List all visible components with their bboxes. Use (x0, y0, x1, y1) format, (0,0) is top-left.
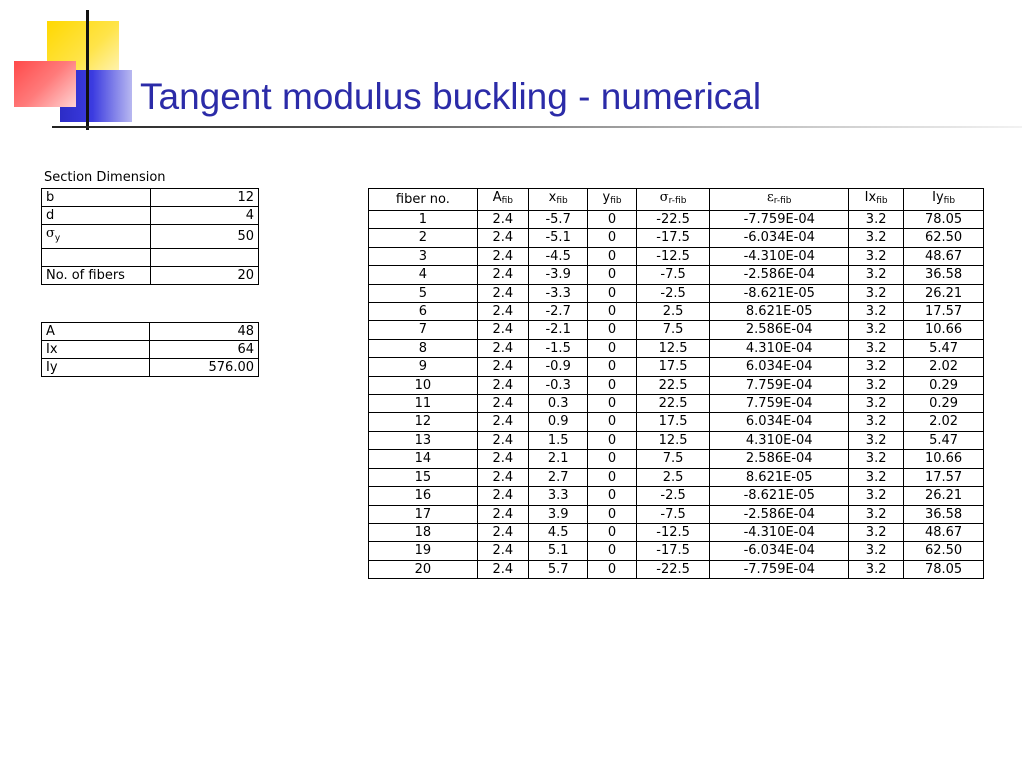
cell-y-coord: 0 (588, 542, 636, 560)
cell-fiber-no: 5 (369, 284, 478, 302)
cell-residual-strain: 4.310E-04 (710, 431, 849, 449)
header-residual-stress (636, 189, 710, 211)
cell-area: 2.4 (477, 450, 528, 468)
cell-x-coord: 4.5 (529, 523, 588, 541)
dimension-label: b (42, 189, 151, 207)
cell-y-coord: 0 (588, 395, 636, 413)
cell-x-coord: 2.7 (529, 468, 588, 486)
cell-fiber-no: 15 (369, 468, 478, 486)
cell-iy: 0.29 (904, 395, 984, 413)
table-row (369, 505, 984, 523)
cell-y-coord: 0 (588, 321, 636, 339)
cell-iy: 78.05 (904, 211, 984, 229)
cell-fiber-no: 9 (369, 358, 478, 376)
cell-x-coord: -5.1 (529, 229, 588, 247)
header-residual-stress-subscript: r-fib (668, 196, 687, 206)
cell-residual-stress: 12.5 (636, 339, 710, 357)
cell-fiber-no: 12 (369, 413, 478, 431)
cell-y-coord: 0 (588, 339, 636, 357)
cell-area: 2.4 (477, 542, 528, 560)
header-y-coord (588, 189, 636, 211)
cell-iy: 78.05 (904, 560, 984, 578)
cell-y-coord: 0 (588, 211, 636, 229)
cell-residual-strain: -4.310E-04 (710, 523, 849, 541)
cell-y-coord: 0 (588, 431, 636, 449)
cell-residual-stress: 22.5 (636, 395, 710, 413)
cell-iy: 36.58 (904, 505, 984, 523)
dimension-label: d (42, 207, 151, 225)
fiber-table-header (369, 189, 984, 211)
cell-residual-stress: -12.5 (636, 247, 710, 265)
property-label: Iy (42, 359, 150, 377)
cell-ix: 3.2 (849, 284, 904, 302)
cell-fiber-no: 10 (369, 376, 478, 394)
cell-y-coord: 0 (588, 376, 636, 394)
cell-ix: 3.2 (849, 229, 904, 247)
cell-fiber-no: 2 (369, 229, 478, 247)
cell-ix: 3.2 (849, 560, 904, 578)
cell-ix: 3.2 (849, 487, 904, 505)
cell-x-coord: -3.3 (529, 284, 588, 302)
cell-y-coord: 0 (588, 560, 636, 578)
cell-y-coord: 0 (588, 266, 636, 284)
cell-area: 2.4 (477, 211, 528, 229)
cell-iy: 0.29 (904, 376, 984, 394)
cell-x-coord: -3.9 (529, 266, 588, 284)
cell-ix: 3.2 (849, 266, 904, 284)
cell-fiber-no: 17 (369, 505, 478, 523)
cell-x-coord: 5.7 (529, 560, 588, 578)
dimension-label (42, 248, 151, 266)
header-ix (849, 189, 904, 211)
dimension-value (150, 248, 258, 266)
table-row (369, 247, 984, 265)
header-residual-strain-subscript: r-fib (773, 196, 792, 206)
cell-residual-strain: 7.759E-04 (710, 395, 849, 413)
cell-iy: 48.67 (904, 247, 984, 265)
dimension-value: 50 (150, 225, 258, 249)
cell-fiber-no: 16 (369, 487, 478, 505)
table-row (369, 542, 984, 560)
cell-fiber-no: 19 (369, 542, 478, 560)
cell-residual-strain: 8.621E-05 (710, 468, 849, 486)
table-row (42, 189, 259, 207)
cell-residual-strain: -8.621E-05 (710, 487, 849, 505)
header-fiber-no-label: fiber no. (395, 192, 450, 207)
cell-residual-strain: 2.586E-04 (710, 321, 849, 339)
header-area-subscript: fib (501, 196, 514, 206)
cell-residual-stress: 7.5 (636, 321, 710, 339)
fiber-table-body (369, 211, 984, 579)
cell-iy: 17.57 (904, 303, 984, 321)
cell-residual-strain: -2.586E-04 (710, 266, 849, 284)
cell-residual-stress: -2.5 (636, 284, 710, 302)
cell-area: 2.4 (477, 413, 528, 431)
cell-area: 2.4 (477, 487, 528, 505)
cell-residual-stress: -22.5 (636, 211, 710, 229)
property-value: 48 (150, 323, 259, 341)
cell-iy: 62.50 (904, 229, 984, 247)
cell-ix: 3.2 (849, 339, 904, 357)
table-row (42, 207, 259, 225)
cell-y-coord: 0 (588, 450, 636, 468)
table-row (369, 450, 984, 468)
cell-ix: 3.2 (849, 321, 904, 339)
table-row (369, 339, 984, 357)
cell-ix: 3.2 (849, 376, 904, 394)
cell-ix: 3.2 (849, 450, 904, 468)
cell-area: 2.4 (477, 523, 528, 541)
cell-x-coord: -0.9 (529, 358, 588, 376)
header-ix-subscript: fib (876, 196, 888, 206)
cell-residual-strain: 6.034E-04 (710, 358, 849, 376)
cell-iy: 2.02 (904, 413, 984, 431)
cell-residual-stress: -7.5 (636, 266, 710, 284)
table-row (369, 376, 984, 394)
cell-ix: 3.2 (849, 542, 904, 560)
section-dimension-table (41, 188, 259, 285)
dimension-value: 12 (150, 189, 258, 207)
cell-y-coord: 0 (588, 358, 636, 376)
cell-residual-strain: 4.310E-04 (710, 339, 849, 357)
header-y-coord-subscript: fib (610, 196, 622, 206)
header-residual-stress-label: σ (659, 190, 669, 205)
cell-ix: 3.2 (849, 247, 904, 265)
cell-y-coord: 0 (588, 487, 636, 505)
property-label: A (42, 323, 150, 341)
header-residual-strain (710, 189, 849, 211)
cell-fiber-no: 3 (369, 247, 478, 265)
cell-iy: 26.21 (904, 487, 984, 505)
logo-red-square (14, 61, 76, 107)
cell-iy: 5.47 (904, 431, 984, 449)
cell-area: 2.4 (477, 284, 528, 302)
dimension-value: 20 (150, 266, 258, 284)
cell-residual-strain: 2.586E-04 (710, 450, 849, 468)
table-row (369, 229, 984, 247)
property-label: Ix (42, 341, 150, 359)
header-ix-label: Ix (864, 190, 877, 205)
cell-residual-stress: 2.5 (636, 468, 710, 486)
cell-residual-stress: 7.5 (636, 450, 710, 468)
cell-residual-strain: 6.034E-04 (710, 413, 849, 431)
cell-residual-stress: 12.5 (636, 431, 710, 449)
header-x-coord-subscript: fib (556, 196, 568, 206)
slide-title: Tangent modulus buckling - numerical (140, 76, 762, 117)
table-row (369, 523, 984, 541)
table-row (42, 266, 259, 284)
table-row (42, 225, 259, 249)
table-row (369, 358, 984, 376)
table-row (369, 303, 984, 321)
cell-residual-strain: -7.759E-04 (710, 560, 849, 578)
logo-vertical-line (86, 10, 89, 130)
cell-ix: 3.2 (849, 505, 904, 523)
cell-ix: 3.2 (849, 413, 904, 431)
header-fiber-no (369, 189, 478, 211)
sigma-subscript: y (54, 233, 61, 244)
cell-fiber-no: 4 (369, 266, 478, 284)
cell-y-coord: 0 (588, 505, 636, 523)
header-iy-label: Iy (932, 190, 944, 205)
cell-residual-stress: -17.5 (636, 542, 710, 560)
header-residual-strain-label: ε (766, 190, 774, 205)
cell-residual-strain: 8.621E-05 (710, 303, 849, 321)
cell-y-coord: 0 (588, 303, 636, 321)
cell-ix: 3.2 (849, 395, 904, 413)
cell-iy: 10.66 (904, 450, 984, 468)
section-dimension-caption: Section Dimension (44, 170, 166, 185)
cell-ix: 3.2 (849, 468, 904, 486)
cell-x-coord: -4.5 (529, 247, 588, 265)
table-row (42, 323, 259, 341)
header-area (477, 189, 528, 211)
cell-y-coord: 0 (588, 229, 636, 247)
cell-iy: 62.50 (904, 542, 984, 560)
table-row (369, 560, 984, 578)
table-row (42, 248, 259, 266)
cell-iy: 48.67 (904, 523, 984, 541)
cell-y-coord: 0 (588, 468, 636, 486)
cell-residual-stress: -7.5 (636, 505, 710, 523)
cell-area: 2.4 (477, 376, 528, 394)
table-row (369, 487, 984, 505)
property-value: 576.00 (150, 359, 259, 377)
cell-fiber-no: 11 (369, 395, 478, 413)
table-row (369, 395, 984, 413)
cell-iy: 17.57 (904, 468, 984, 486)
cell-fiber-no: 20 (369, 560, 478, 578)
table-row (369, 468, 984, 486)
cell-residual-stress: -12.5 (636, 523, 710, 541)
cell-area: 2.4 (477, 229, 528, 247)
cell-x-coord: -0.3 (529, 376, 588, 394)
header-iy-subscript: fib (943, 196, 956, 206)
table-row (42, 359, 259, 377)
cell-area: 2.4 (477, 303, 528, 321)
fiber-table (368, 188, 984, 579)
cell-ix: 3.2 (849, 431, 904, 449)
cell-area: 2.4 (477, 247, 528, 265)
cell-area: 2.4 (477, 505, 528, 523)
cell-x-coord: -5.7 (529, 211, 588, 229)
header-area-label: A (492, 190, 502, 205)
table-row (369, 284, 984, 302)
table-row (369, 266, 984, 284)
cell-y-coord: 0 (588, 247, 636, 265)
cell-fiber-no: 1 (369, 211, 478, 229)
cell-iy: 26.21 (904, 284, 984, 302)
sigma-symbol: σ (46, 226, 55, 241)
table-row (42, 341, 259, 359)
cell-x-coord: 2.1 (529, 450, 588, 468)
table-row (369, 413, 984, 431)
cell-y-coord: 0 (588, 413, 636, 431)
dimension-label (42, 225, 151, 249)
cell-x-coord: -1.5 (529, 339, 588, 357)
cell-area: 2.4 (477, 358, 528, 376)
cell-ix: 3.2 (849, 523, 904, 541)
header-iy (904, 189, 984, 211)
cell-area: 2.4 (477, 339, 528, 357)
cell-iy: 10.66 (904, 321, 984, 339)
cell-ix: 3.2 (849, 211, 904, 229)
dimension-value: 4 (150, 207, 258, 225)
header-x-coord-label: x (548, 190, 557, 205)
cell-x-coord: -2.7 (529, 303, 588, 321)
cell-fiber-no: 6 (369, 303, 478, 321)
cell-ix: 3.2 (849, 303, 904, 321)
cell-fiber-no: 8 (369, 339, 478, 357)
cell-iy: 36.58 (904, 266, 984, 284)
cell-residual-strain: -6.034E-04 (710, 542, 849, 560)
table-row (369, 431, 984, 449)
cell-x-coord: 1.5 (529, 431, 588, 449)
cell-residual-strain: -6.034E-04 (710, 229, 849, 247)
cell-residual-stress: -22.5 (636, 560, 710, 578)
cell-area: 2.4 (477, 431, 528, 449)
title-underline (52, 126, 1022, 128)
cell-area: 2.4 (477, 395, 528, 413)
cell-residual-stress: 17.5 (636, 413, 710, 431)
cell-residual-stress: 2.5 (636, 303, 710, 321)
cell-residual-strain: 7.759E-04 (710, 376, 849, 394)
cell-fiber-no: 13 (369, 431, 478, 449)
cell-fiber-no: 18 (369, 523, 478, 541)
cell-fiber-no: 14 (369, 450, 478, 468)
cell-residual-strain: -4.310E-04 (710, 247, 849, 265)
table-row (369, 211, 984, 229)
cell-x-coord: -2.1 (529, 321, 588, 339)
cell-x-coord: 3.3 (529, 487, 588, 505)
cell-y-coord: 0 (588, 284, 636, 302)
cell-iy: 5.47 (904, 339, 984, 357)
cell-area: 2.4 (477, 560, 528, 578)
dimension-label: No. of fibers (42, 266, 151, 284)
cell-iy: 2.02 (904, 358, 984, 376)
cell-residual-stress: -17.5 (636, 229, 710, 247)
cell-x-coord: 0.3 (529, 395, 588, 413)
cell-ix: 3.2 (849, 358, 904, 376)
cell-area: 2.4 (477, 266, 528, 284)
cell-x-coord: 0.9 (529, 413, 588, 431)
header-x-coord (529, 189, 588, 211)
cell-fiber-no: 7 (369, 321, 478, 339)
cell-area: 2.4 (477, 321, 528, 339)
cell-residual-stress: 22.5 (636, 376, 710, 394)
cell-residual-stress: 17.5 (636, 358, 710, 376)
cell-residual-stress: -2.5 (636, 487, 710, 505)
header-y-coord-label: y (602, 190, 611, 205)
cell-x-coord: 3.9 (529, 505, 588, 523)
cell-y-coord: 0 (588, 523, 636, 541)
cell-x-coord: 5.1 (529, 542, 588, 560)
cell-residual-strain: -2.586E-04 (710, 505, 849, 523)
cell-residual-strain: -7.759E-04 (710, 211, 849, 229)
property-value: 64 (150, 341, 259, 359)
cell-residual-strain: -8.621E-05 (710, 284, 849, 302)
table-row (369, 321, 984, 339)
section-properties-table (41, 322, 259, 377)
cell-area: 2.4 (477, 468, 528, 486)
